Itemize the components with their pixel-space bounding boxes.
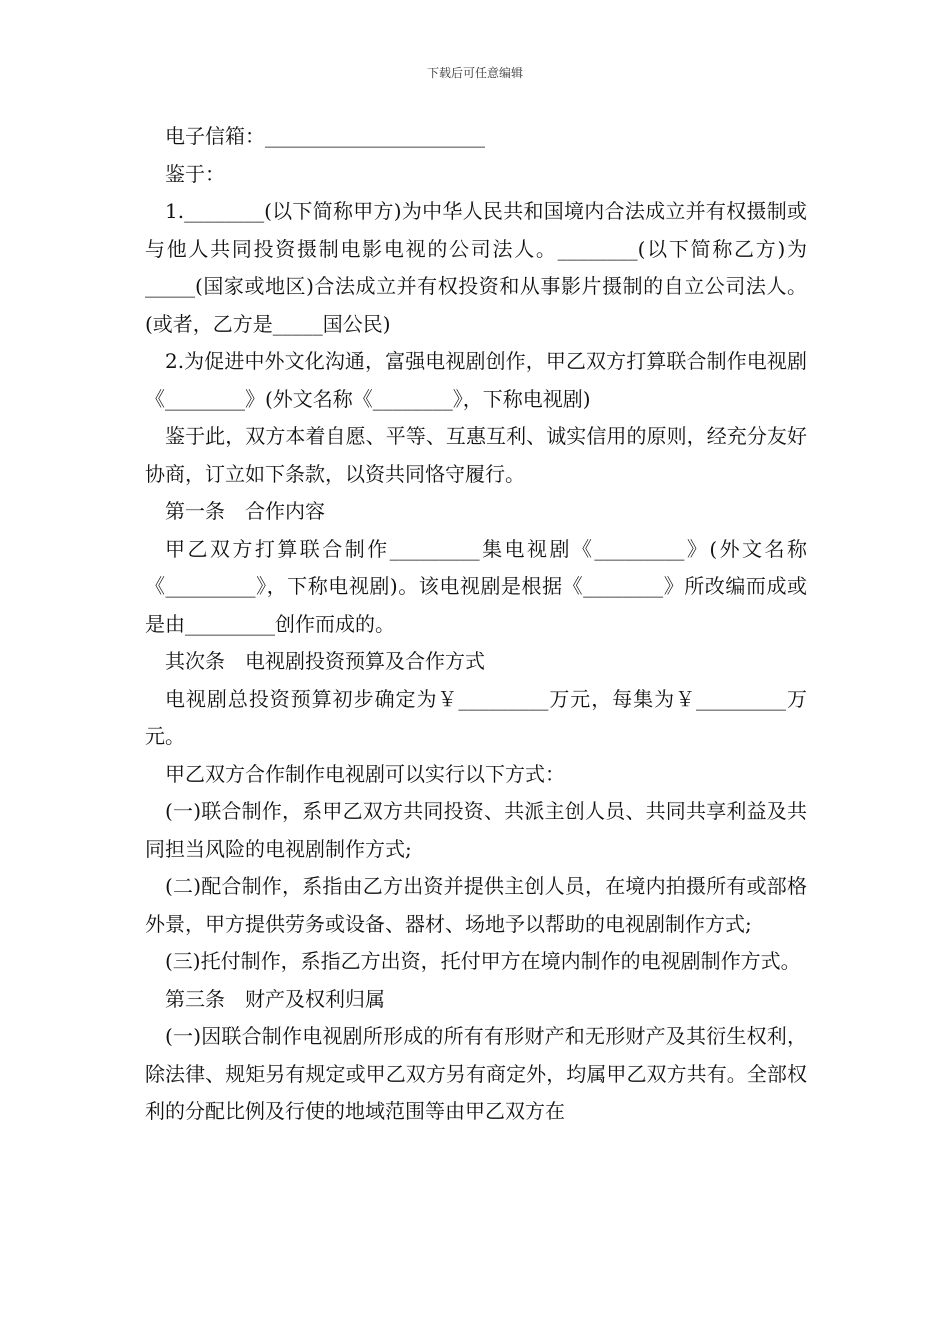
document-body	[145, 118, 807, 1131]
whereas-heading: 鉴于：	[165, 161, 225, 186]
method-commissioned-production: (三)托付制作，系指乙方出资，托付甲方在境内制作的电视剧制作方式。	[165, 949, 801, 973]
method-assisted-production: (二)配合制作，系指由乙方出资并提供主创人员，在境内拍摄所有或部格外景，甲方提供劳务或设备、器材、场地予以帮助的电视剧制作方式;	[145, 874, 807, 936]
article-3-clause-1: (一)因联合制作电视剧所形成的所有有形财产和无形财产及其衍生权利，除法律、规矩另有规定或甲乙双方另有商定外，均属甲乙双方共有。全部权利的分配比例及行使的地域范围等由甲乙双方在	[145, 1024, 807, 1123]
article-2-heading: 其次条 电视剧投资预算及合作方式	[165, 649, 485, 673]
preamble-paragraph: 鉴于此，双方本着自愿、平等、互惠互利、诚实信用的原则，经充分友好协商，订立如下条款，以资共同恪守履行。	[145, 424, 807, 486]
article-2-budget: 电视剧总投资预算初步确定为￥_________万元，每集为￥_________万元。	[145, 686, 807, 748]
whereas-clause-1: 1.________(以下简称甲方)为中华人民共和国境内合法成立并有权摄制或与他人共同投资摄制电影电视的公司法人。________(以下简称乙方)为_____(国家或地区)合法成立并有权投资和从事影片摄制的自立公司法人。(或者，乙方是_____国公民)	[145, 199, 807, 336]
email-line: 电子信箱：______________________	[165, 124, 485, 148]
article-1-heading: 第一条 合作内容	[165, 499, 325, 523]
whereas-clause-2: 2.为促进中外文化沟通，富强电视剧创作，甲乙双方打算联合制作电视剧《________》(外文名称《________》，下称电视剧)	[145, 349, 807, 411]
article-2-methods-intro: 甲乙双方合作制作电视剧可以实行以下方式：	[165, 761, 565, 786]
article-1-body: 甲乙双方打算联合制作_________集电视剧《_________》(外文名称《_________》，下称电视剧)。该电视剧是根据《________》所改编而成或是由_________创作而成的。	[145, 536, 807, 636]
article-3-heading: 第三条 财产及权利归属	[165, 986, 385, 1011]
method-joint-production: (一)联合制作，系甲乙双方共同投资、共派主创人员、共同共享利益及共同担当风险的电视剧制作方式;	[145, 799, 807, 861]
page-header: 下载后可任意编辑	[426, 66, 523, 80]
